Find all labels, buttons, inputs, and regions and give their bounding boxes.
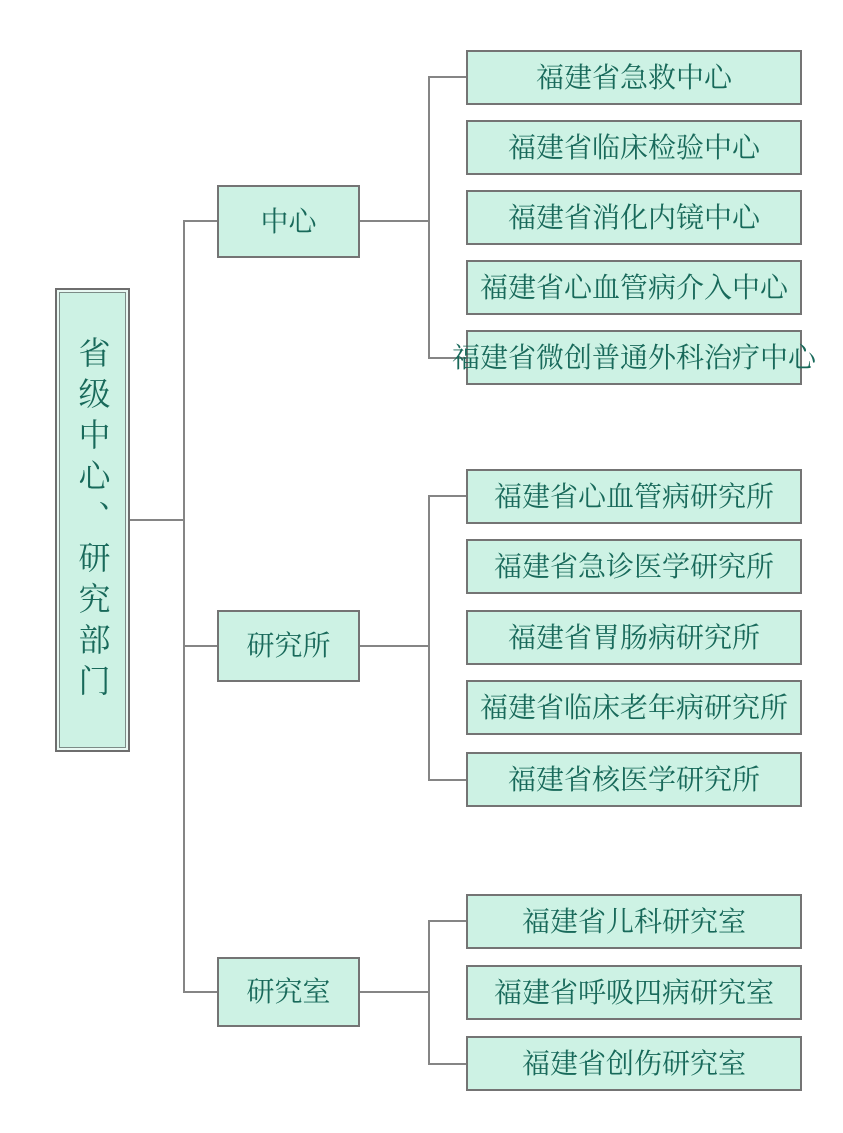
leaf-node [466,50,802,105]
leaf-label: 福建省临床老年病研究所 [479,690,788,724]
lab-group-spine [428,920,430,1065]
leaf-node [466,469,802,524]
root-node [55,288,130,752]
branch-node-institute [217,610,360,682]
root-connector-line [130,519,184,521]
branch-node-center [217,185,360,258]
root-label: 省级中心、研究部门 [73,335,112,705]
branch-label: 研究所 [246,629,331,662]
branch-connector-institute [183,645,217,647]
center-top-stub [428,76,466,78]
leaf-label: 福建省微创普通外科治疗中心 [452,340,817,374]
institute-bottom-stub [428,779,466,781]
leaf-node [466,190,802,245]
center-parent-stub [360,220,430,222]
leaf-label: 福建省临床检验中心 [507,130,760,164]
institute-parent-stub [360,645,430,647]
leaf-node [466,965,802,1020]
institute-group-spine [428,495,430,781]
lab-bottom-stub [428,1063,466,1065]
leaf-node [466,680,802,735]
leaf-label: 福建省急诊医学研究所 [493,549,774,583]
leaf-label: 福建省心血管病介入中心 [479,270,788,304]
center-group-spine [428,76,430,359]
leaf-label: 福建省儿科研究室 [521,904,746,938]
leaf-label: 福建省心血管病研究所 [493,479,774,513]
root-node-inner [59,292,126,748]
leaf-node [466,260,802,315]
branch-node-lab [217,957,360,1027]
lab-parent-stub [360,991,430,993]
branch-connector-center [183,220,217,222]
leaf-label: 福建省创伤研究室 [521,1046,746,1080]
branch-label: 研究室 [246,975,331,1008]
leaf-node [466,894,802,949]
leaf-label: 福建省消化内镜中心 [507,200,760,234]
leaf-node [466,539,802,594]
leaf-label: 福建省核医学研究所 [507,762,760,796]
institute-top-stub [428,495,466,497]
branch-connector-lab [183,991,217,993]
leaf-node [466,610,802,665]
leaf-label: 福建省胃肠病研究所 [507,620,760,654]
leaf-node [466,1036,802,1091]
leaf-node [466,752,802,807]
leaf-node [452,330,817,385]
leaf-label: 福建省呼吸四病研究室 [493,975,774,1009]
leaf-node [466,120,802,175]
lab-top-stub [428,920,466,922]
left-spine-line [183,220,185,993]
branch-label: 中心 [260,204,317,238]
leaf-label: 福建省急救中心 [535,60,732,94]
